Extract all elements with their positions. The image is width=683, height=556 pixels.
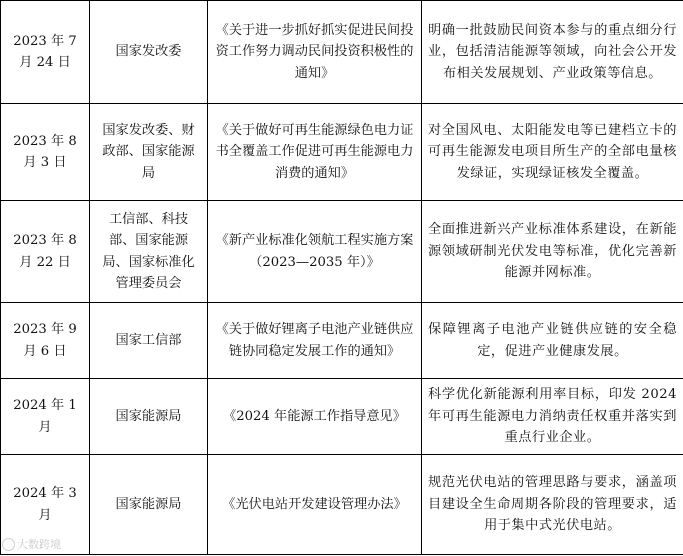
agency-cell: 工信部、科技部、国家能源局、国家标准化管理委员会	[90, 201, 208, 303]
summary-cell: 对全国风电、太阳能发电等已建档立卡的可再生能源发电项目所生产的全部电量核发绿证，实现绿证核发全覆盖。	[422, 104, 683, 201]
table-row	[1, 1, 683, 104]
table-row	[1, 201, 683, 303]
watermark	[2, 536, 61, 552]
table-row	[1, 379, 683, 455]
document-cell: 《关于做好锂离子电池产业链供应链协同稳定发展工作的通知》	[208, 303, 422, 379]
summary-cell: 明确一批鼓励民间资本参与的重点细分行业，包括清洁能源等领域，向社会公开发布相关发展规划、产业政策等信息。	[422, 1, 683, 104]
document-cell: 《光伏电站开发建设管理办法》	[208, 455, 422, 555]
agency-cell: 国家工信部	[90, 303, 208, 379]
date-cell: 2023 年 9 月 6 日	[1, 303, 90, 379]
agency-cell: 国家能源局	[90, 379, 208, 455]
date-cell: 2023 年 8 月 3 日	[1, 104, 90, 201]
summary-cell: 保障锂离子电池产业链供应链的安全稳定，促进产业健康发展。	[422, 303, 683, 379]
summary-cell: 全面推进新兴产业标准体系建设，在新能源领域研制光伏发电等标准，优化完善新能源并网标准。	[422, 201, 683, 303]
table-row	[1, 303, 683, 379]
watermark-logo-icon	[2, 538, 15, 551]
agency-cell: 国家能源局	[90, 455, 208, 555]
summary-cell: 规范光伏电站的管理思路与要求，涵盖项目建设全生命周期各阶段的管理要求，适用于集中式光伏电站。	[422, 455, 683, 555]
date-cell: 2023 年 7 月 24 日	[1, 1, 90, 104]
agency-cell: 国家发改委	[90, 1, 208, 104]
date-cell: 2023 年 8 月 22 日	[1, 201, 90, 303]
agency-cell: 国家发改委、财政部、国家能源局	[90, 104, 208, 201]
table-row	[1, 455, 683, 555]
summary-cell: 科学优化新能源利用率目标，印发 2024 年可再生能源电力消纳责任权重并落实到重点行业企业。	[422, 379, 683, 455]
table-row	[1, 104, 683, 201]
document-cell: 《2024 年能源工作指导意见》	[208, 379, 422, 455]
date-cell: 2024 年 1 月	[1, 379, 90, 455]
document-cell: 《关于做好可再生能源绿色电力证书全覆盖工作促进可再生能源电力消费的通知》	[208, 104, 422, 201]
watermark-text: 大数跨境	[17, 538, 61, 551]
document-cell: 《关于进一步抓好抓实促进民间投资工作努力调动民间投资积极性的通知》	[208, 1, 422, 104]
document-cell: 《新产业标准化领航工程实施方案（2023—2035 年）》	[208, 201, 422, 303]
date-cell: 2024 年 3 月	[1, 455, 90, 555]
